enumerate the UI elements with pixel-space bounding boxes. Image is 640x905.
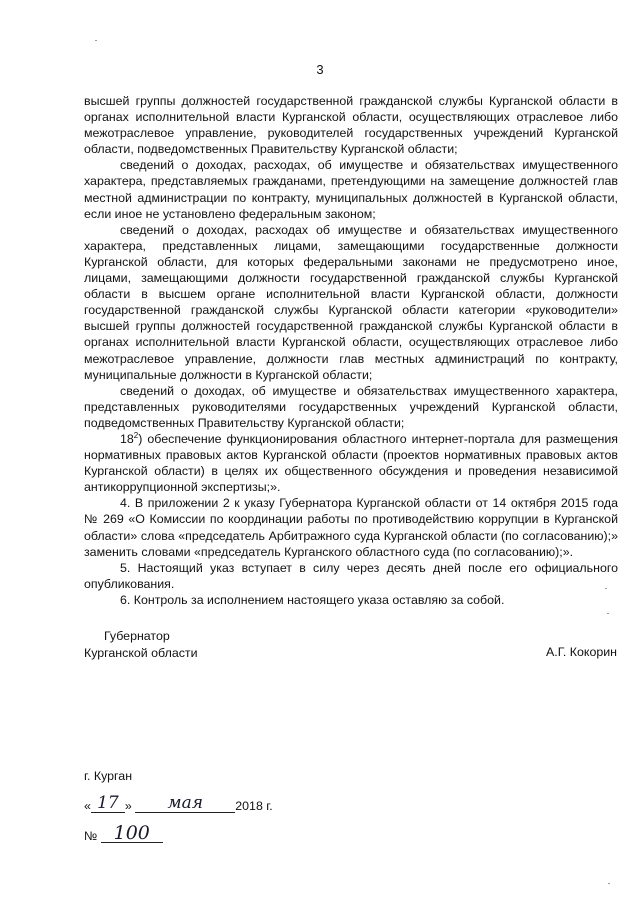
date-close-quote: » bbox=[124, 799, 132, 813]
clause-6: 6. Контроль за исполнением настоящего указа оставляю за собой. bbox=[120, 592, 505, 607]
item-18-text: ) обеспечение функционирования областного интернет-портала для размещения нормативных правовых актов Курганской области (проектов нормативных правовых актов Курганской области) в целях их общественного обсуждения и проведения независимой антикоррупционной экспертизы;». bbox=[84, 431, 618, 495]
scan-speck bbox=[607, 613, 609, 614]
signature-title-line-1: Губернатор bbox=[104, 629, 170, 643]
paragraph-2: сведений о доходах, расходах, об имуществе и обязательствах имущественного характера, представляемых гражданами, претендующими на замещение должностей глав местной администрации по контракту, муниципальных должностей в Курганской области, если иное не установлено федеральным законом; bbox=[84, 158, 618, 221]
document-number-line bbox=[84, 824, 163, 848]
item-18 bbox=[84, 431, 618, 495]
scan-speck bbox=[608, 883, 610, 884]
signature-title-line-2: Курганской области bbox=[84, 645, 198, 660]
number-label: № bbox=[84, 829, 98, 843]
paragraph-3: сведений о доходах, расходах об имуществе и обязательствах имущественного характера, представленных лицами, замещающими государственные должности Курганской области, для которых федеральными законами не предусмотрено иное, лицами, замещающими должности государственной гражданской службы Курганской области в высшем органе исполнительной власти Курганской области, должности государственной гражданской службы Курганской области категории «руководители» высшей группы должностей государственной гражданской службы Курганской области в органах исполнительной власти Курганской области, осуществляющих отраслевое либо межотраслевое управление, должности глав местных администраций по контракту, муниципальные должности в Курганской области; bbox=[84, 222, 618, 382]
date-line bbox=[84, 794, 273, 816]
signature-title bbox=[84, 628, 198, 661]
number-handwritten: 100 bbox=[101, 824, 163, 843]
paragraph-1: высшей группы должностей государственной гражданской службы Курганской области в органах исполнительной власти Курганской области, осуществляющих отраслевое либо межотраслевое управление, руководителей государственных учреждений Курганской области, подведомственных Правительству Курганской области; bbox=[84, 94, 618, 157]
item-18-sup: 2 bbox=[133, 430, 139, 440]
page-number: 3 bbox=[316, 62, 324, 77]
date-year: 2018 г. bbox=[235, 799, 273, 813]
document-body bbox=[84, 93, 618, 608]
date-open-quote: « bbox=[84, 799, 91, 813]
city: г. Курган bbox=[84, 769, 133, 783]
scan-speck bbox=[95, 40, 97, 41]
date-month-handwritten: мая bbox=[135, 794, 235, 813]
clause-4: 4. В приложении 2 к указу Губернатора Курганской области от 14 октября 2015 года № 269 «О Комиссии по координации работы по противодействию коррупции в Курганской области» слова «председатель Арбитражного суда Курганской области (по согласованию);» заменить словами «председатель Курганского областного суда (по согласованию);». bbox=[84, 496, 618, 559]
clause-5: 5. Настоящий указ вступает в силу через десять дней после его официального опубликования. bbox=[84, 560, 618, 591]
paragraph-4: сведений о доходах, об имуществе и обязательствах имущественного характера, представленных руководителями государственных учреждений Курганской области, подведомственных Правительству Курганской области; bbox=[84, 383, 618, 430]
item-18-prefix: 18 bbox=[120, 431, 134, 446]
signatory-name: А.Г. Кокорин bbox=[545, 645, 617, 659]
date-day-handwritten: 17 bbox=[91, 794, 125, 813]
scan-speck bbox=[605, 588, 607, 589]
